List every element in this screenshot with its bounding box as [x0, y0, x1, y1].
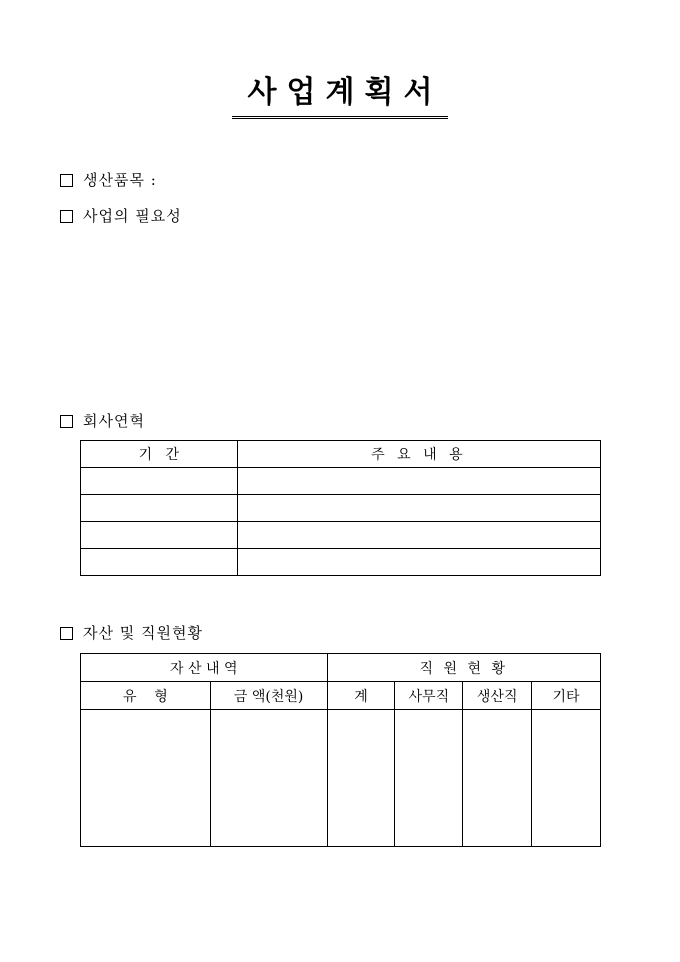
history-table — [80, 440, 601, 576]
history-header-row — [81, 441, 601, 468]
assets-header-staff-status: 직 원 현 황 — [327, 654, 600, 682]
history-header-content: 주 요 내 용 — [237, 441, 600, 468]
section-assets — [60, 624, 203, 642]
history-period-cell[interactable] — [81, 468, 238, 495]
history-period-cell[interactable] — [81, 522, 238, 549]
history-content-cell[interactable] — [237, 495, 600, 522]
history-header-period: 기 간 — [81, 441, 238, 468]
history-content-cell[interactable] — [237, 522, 600, 549]
table-row — [81, 495, 601, 522]
section-product — [60, 171, 157, 189]
checkbox-icon[interactable] — [60, 174, 73, 187]
table-row — [81, 522, 601, 549]
section-necessity-label: 사업의 필요성 — [83, 207, 182, 225]
history-content-cell[interactable] — [237, 549, 600, 576]
assets-header-production: 생산직 — [463, 682, 532, 710]
assets-header-asset-details: 자 산 내 역 — [81, 654, 328, 682]
table-row — [81, 549, 601, 576]
assets-other-cell[interactable] — [532, 710, 601, 847]
history-period-cell[interactable] — [81, 549, 238, 576]
assets-group-header-row — [81, 654, 601, 682]
assets-table — [80, 653, 601, 847]
table-row — [81, 710, 601, 847]
assets-office-cell[interactable] — [395, 710, 463, 847]
section-history-label: 회사연혁 — [83, 412, 145, 430]
checkbox-icon[interactable] — [60, 210, 73, 223]
table-row — [81, 468, 601, 495]
assets-production-cell[interactable] — [463, 710, 532, 847]
assets-amount-cell[interactable] — [210, 710, 327, 847]
assets-header-type: 유 형 — [81, 682, 211, 710]
history-content-cell[interactable] — [237, 468, 600, 495]
assets-total-cell[interactable] — [327, 710, 395, 847]
assets-header-other: 기타 — [532, 682, 601, 710]
assets-sub-header-row — [81, 682, 601, 710]
assets-type-cell[interactable] — [81, 710, 211, 847]
checkbox-icon[interactable] — [60, 627, 73, 640]
section-product-label: 생산품목 : — [83, 171, 157, 189]
assets-header-office: 사무직 — [395, 682, 463, 710]
section-assets-label: 자산 및 직원현황 — [83, 624, 203, 642]
assets-header-amount: 금 액(천원) — [210, 682, 327, 710]
history-period-cell[interactable] — [81, 495, 238, 522]
document-title-wrapper — [0, 74, 680, 119]
document-title: 사업계획서 — [232, 74, 449, 119]
section-necessity — [60, 207, 182, 225]
assets-header-total: 계 — [327, 682, 395, 710]
section-history — [60, 412, 145, 430]
checkbox-icon[interactable] — [60, 415, 73, 428]
